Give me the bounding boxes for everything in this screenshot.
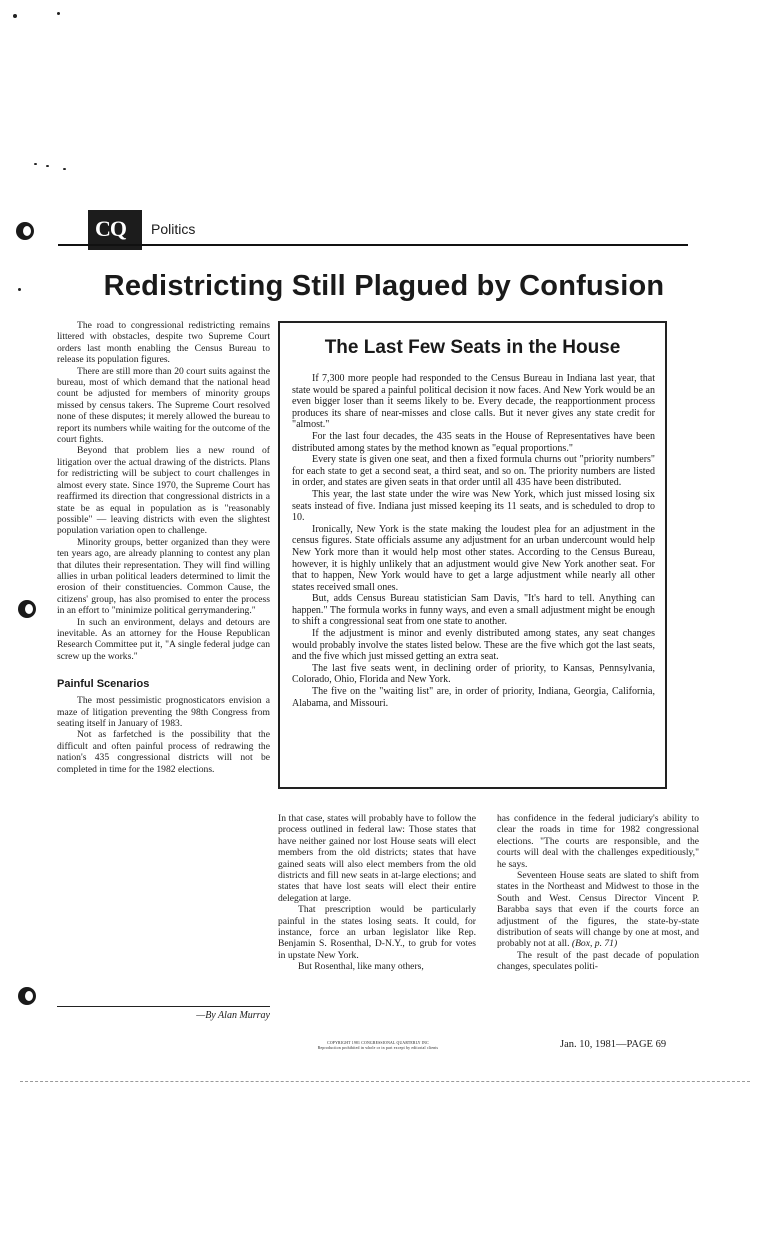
paragraph: There are still more than 20 court suits against the bureau, most of which demand that the national head count be adjusted for members of minority groups missed by census takers. The Supreme Court resolved none of these disputes; it merely allowed the bureau to report its numbers while waiting for the outcome of the court fights.	[57, 365, 270, 446]
paragraph: For the last four decades, the 435 seats in the House of Representatives have been distributed among states by the method known as "equal proportions."	[292, 430, 655, 454]
punch-hole	[18, 987, 36, 1005]
sidebar-body	[292, 373, 655, 709]
paragraph: The five on the "waiting list" are, in order of priority, Indiana, Georgia, California, Alabama, and Missouri.	[292, 686, 655, 709]
paragraph: This year, the last state under the wire was New York, which just missed losing six seats instead of five. Indiana just missed keeping its 11 seats, and is scheduled to drop to 10.	[292, 488, 655, 524]
byline-rule	[57, 1006, 270, 1007]
section-label: Politics	[151, 221, 196, 237]
copyright-notice	[278, 1041, 478, 1051]
subhead: Painful Scenarios	[57, 678, 150, 691]
copyright-line: COPYRIGHT 1981 CONGRESSIONAL QUARTERLY INC	[327, 1041, 429, 1045]
paragraph: The result of the past decade of population changes, speculates politi-	[497, 949, 699, 973]
punch-hole	[18, 600, 36, 618]
paragraph: That prescription would be particularly painful in the states losing seats. It could, for instance, force an urban legislator like Rep. Benjamin S. Rosenthal, D-N.Y., to grub for votes in upstate New York.	[278, 904, 476, 961]
paragraph: In such an environment, delays and detours are inevitable. As an attorney for the House Republican Research Committee put it, "A single federal judge can screw up the works."	[57, 616, 270, 662]
scan-speck	[18, 288, 21, 291]
paragraph: But Rosenthal, like many others,	[298, 961, 424, 973]
scan-speck	[57, 12, 60, 15]
middle-column	[278, 813, 476, 973]
scan-speck	[63, 168, 66, 170]
paragraph: Not as farfetched is the possibility that the difficult and often painful process of redrawing the nation's 435 congressional districts will not be completed in time for the 1982 elections.	[57, 729, 270, 775]
paragraph: If the adjustment is minor and evenly distributed among states, any seat changes would probably involve the states listed below. These are the five which got the last seats, and the five which just missed getting an extra seat.	[292, 628, 655, 663]
paragraph: has confidence in the federal judiciary's ability to clear the roads in time for 1982 congressional elections. "The courts are responsible, and the courts will deal with the challenges expeditiously," he says.	[497, 813, 699, 870]
byline: —By Alan Murray	[196, 1010, 270, 1021]
cq-logo-text: CQ	[95, 216, 126, 241]
paragraph: The most pessimistic prognosticators envision a maze of litigation preventing the 98th Congress from seating itself in January of 1983.	[57, 695, 270, 729]
paragraph: If 7,300 more people had responded to the Census Bureau in Indiana last year, that state would be spared a painful political decision it now faces. And New York would be an even bigger loser than it seems likely to be. Every decade, the reapportionment process produces its share of near-misses and close calls. But it never gives any state credit for "almost."	[292, 373, 655, 431]
scan-edge-line	[20, 1081, 750, 1082]
headline: Redistricting Still Plagued by Confusion	[103, 270, 665, 302]
scan-speck	[13, 14, 17, 18]
paragraph: Every state is given one seat, and then a fixed formula churns out "priority numbers" for each state to get a second seat, a third seat, and so on. The priority numbers are listed in order, and states are given seats in that order until all 435 have been distributed.	[292, 454, 655, 489]
left-column	[57, 320, 270, 775]
paragraph: Seventeen House seats are slated to shift from states in the Northeast and Midwest to those in the South and West. Census Director Vincent P. Barabba says that even if the courts force an adjustment of the figures, the state-by-state distribution of seats will change by one at most, and probably not at all. (Box, p. 71)	[497, 870, 699, 950]
punch-hole	[16, 222, 34, 240]
paragraph: Ironically, New York is the state making the loudest plea for an adjustment in the census figures. State officials assume any adjustment for an urban undercount would help New York more than it would help most other states. According to the Census Bureau, however, it is highly unlikely that an adjustment would give New York another seat. For that to happen, New York would have to get a large adjustment while nearly all other states received small ones.	[292, 523, 655, 593]
paragraph: But, adds Census Bureau statistician Sam Davis, "It's hard to tell. Anything can happen." The formula works in funny ways, and even a small adjustment might be enough to shift a congressional seat from one state to another.	[292, 593, 655, 628]
sidebar-title: The Last Few Seats in the House	[324, 337, 621, 358]
right-column	[497, 813, 699, 973]
scan-speck	[46, 165, 49, 167]
page-folio: Jan. 10, 1981—PAGE 69	[560, 1039, 667, 1050]
paragraph: Minority groups, better organized than they were ten years ago, are already planning to contest any plan that dilutes their representation. They will find willing allies in urban political leaders determined to limit the erosion of their constituencies. Common Cause, the citizens' group, has also promised to enter the process in an effort to "minimize political gerrymandering."	[57, 536, 270, 617]
paragraph: In that case, states will probably have to follow the process outlined in federal law: Those states that have neither gained nor lost House seats will elect members from the old districts; states that have gained seats will also elect members from the old districts and fill new seats in at-large elections; and states that have lost seats will elect their entire delegation at large.	[278, 813, 476, 904]
scan-speck	[34, 163, 37, 165]
paragraph: The last five seats went, in declining order of priority, to Kansas, Pennsylvania, Colorado, Ohio, Florida and New York.	[292, 662, 655, 686]
copyright-line: Reproduction prohibited in whole or in part except by editorial clients	[317, 1046, 439, 1050]
paragraph: The road to congressional redistricting remains littered with obstacles, despite two Supreme Court orders last month enabling the Census Bureau to release its population figures.	[57, 320, 270, 366]
paragraph: Beyond that problem lies a new round of litigation over the actual drawing of the districts. Plans for redistricting will be subject to court challenges in almost every state. Since 1970, the Supreme Court has reaffirmed its direction that congressional districts in a state be as equal in population as is "reasonably possible" — leaving districts with even the slightest population variation open to challenge.	[57, 445, 270, 537]
header-rule	[58, 244, 688, 246]
